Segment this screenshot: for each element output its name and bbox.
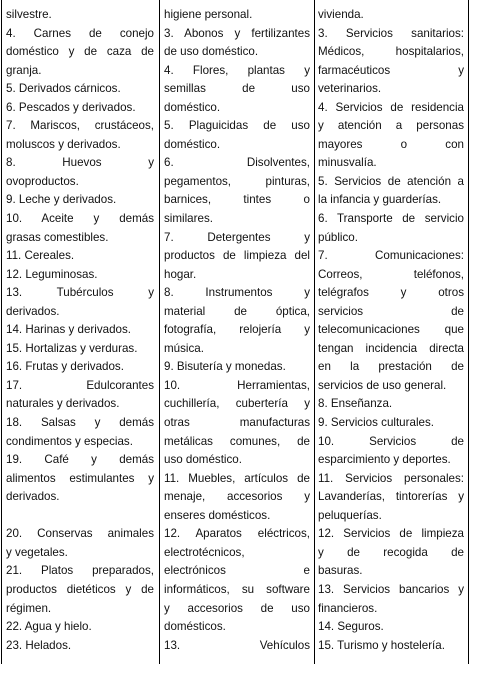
table-cell-line: basuras. — [318, 564, 363, 578]
table-cell-line: 7. Mariscos, crustáceos, — [6, 119, 154, 133]
table-cell-line: farmacéuticos y — [318, 63, 464, 77]
table-cell-line: esparcimiento y deportes. — [318, 453, 451, 467]
table-cell-line: 8. Instrumentos y — [164, 286, 310, 300]
table-cell-line: en la prestación de — [318, 360, 464, 374]
table-cell-line: electrotécnicos, — [164, 545, 245, 559]
table-cell-line: 12. Leguminosas. — [6, 267, 98, 281]
table-cell-line: uso doméstico. — [164, 453, 242, 467]
table-cell-line: 18. Salsas y demás — [6, 416, 154, 430]
table-cell-line: 15. Turismo y hostelería. — [318, 638, 445, 652]
table-cell-line: enseres domésticos. — [164, 508, 271, 522]
table-cell-line: y de recogida de — [318, 545, 464, 559]
table-cell-line: 3. Abonos y fertilizantes — [164, 26, 310, 40]
table-cell-line: 14. Harinas y derivados. — [6, 323, 132, 337]
table-cell-line: veterinarios. — [318, 82, 382, 96]
table-cell-line: 11. Cereales. — [6, 249, 75, 263]
table-cell-line: 7. Detergentes y — [164, 230, 310, 244]
table-cell-line: régimen. — [6, 601, 52, 615]
table-cell-line: 11. Servicios personales: — [318, 471, 464, 485]
table-cell-line: y accesorios de uso — [164, 601, 310, 615]
table-cell-line: 11. Muebles, artículos de — [164, 471, 310, 485]
table-cell-line: otras manufacturas — [164, 416, 310, 430]
table-cell-line: 23. Helados. — [6, 638, 72, 652]
table-cell-line: granja. — [6, 63, 42, 77]
table-cell-line — [6, 507, 154, 526]
table-cell-line: barnices, tintes o — [164, 193, 310, 207]
table-cell-line: y vegetales. — [6, 545, 68, 559]
table-column-household-products — [164, 6, 310, 655]
table-cell-line: productos dietéticos y de — [6, 582, 154, 596]
table-cell-line: 12. Aparatos eléctricos, — [164, 527, 310, 541]
table-cell-line: derivados. — [6, 304, 60, 318]
table-cell-line: derivados. — [6, 490, 60, 504]
table-cell-line: mayores o con — [318, 137, 464, 151]
table-cell-line: tengan incidencia directa — [318, 341, 464, 355]
table-cell-line: 9. Leche y derivados. — [6, 193, 117, 207]
table-cell-line: 22. Agua y hielo. — [6, 620, 92, 634]
table-cell-line: financieros. — [318, 601, 378, 615]
table-cell-line: 4. Servicios de residencia — [318, 100, 464, 114]
table-cell-line: material de óptica, — [164, 304, 310, 318]
table-cell-line: 10. Herramientas, — [164, 378, 310, 392]
table-cell-line: doméstico. — [164, 100, 221, 114]
table-cell-line: doméstico. — [164, 137, 221, 151]
table-cell-line: alimentos estimulantes y — [6, 471, 154, 485]
table-cell-line: público. — [318, 230, 358, 244]
table-cell-line: doméstico y de caza de — [6, 45, 154, 59]
table-cell-line: y atención a personas — [318, 119, 464, 133]
table-cell-line: 14. Seguros. — [318, 620, 384, 634]
table-cell-line: 10. Servicios de — [318, 434, 464, 448]
table-cell-line: 9. Bisutería y monedas. — [164, 360, 286, 374]
table-cell-line: 13. Vehículos — [164, 638, 310, 652]
table-cell-line: 13. Servicios bancarios y — [318, 582, 464, 596]
table-cell-line: la infancia y guarderías. — [318, 193, 442, 207]
table-cell-line: metálicas comunes, de — [164, 434, 310, 448]
table-cell-line: minusvalía. — [318, 156, 377, 170]
table-cell-line: servicios de — [318, 304, 464, 318]
table-cell-line: 10. Aceite y demás — [6, 212, 154, 226]
table-cell-line: informáticos, su software — [164, 582, 310, 596]
table-border-left — [1, 0, 2, 664]
table-cell-line: 13. Tubérculos y — [6, 286, 154, 300]
table-cell-line: servicios de uso general. — [318, 378, 447, 392]
table-cell-line: vivienda. — [318, 8, 364, 21]
table-cell-line: 12. Servicios de limpieza — [318, 527, 464, 541]
table-cell-line: Lavanderías, tintorerías y — [318, 490, 464, 504]
table-cell-line: electrónicos e — [164, 564, 310, 578]
table-divider-1 — [159, 0, 160, 664]
table-cell-line: 21. Platos preparados, — [6, 564, 154, 578]
table-cell-line: 9. Servicios culturales. — [318, 416, 434, 430]
table-cell-line: 8. Enseñanza. — [318, 397, 393, 411]
table-cell-line: 5. Servicios de atención a — [318, 174, 464, 188]
table-cell-line: moluscos y derivados. — [6, 137, 121, 151]
table-cell-line: similares. — [164, 212, 213, 226]
table-cell-line: 4. Flores, plantas y — [164, 63, 310, 77]
table-cell-line: 17. Edulcorantes — [6, 378, 154, 392]
table-cell-line: pegamentos, pinturas, — [164, 174, 310, 188]
table-cell-line: 5. Derivados cárnicos. — [6, 82, 121, 96]
table-cell-line: grasas comestibles. — [6, 230, 109, 244]
table-cell-line: menaje, accesorios y — [164, 490, 310, 504]
table-border-right — [468, 0, 469, 664]
table-divider-2 — [314, 0, 315, 664]
table-cell-line: cuchillería, cubertería y — [164, 397, 310, 411]
table-cell-line: 15. Hortalizas y verduras. — [6, 341, 138, 355]
table-cell-line: naturales y derivados. — [6, 397, 120, 411]
table-cell-line: Médicos, hospitalarios, — [318, 45, 464, 59]
table-cell-line: 16. Frutas y derivados. — [6, 360, 124, 374]
table-cell-line: 19. Café y demás — [6, 453, 154, 467]
table-cell-line: silvestre. — [6, 8, 52, 21]
table-cell-line: higiene personal. — [164, 8, 253, 21]
table-cell-line: 4. Carnes de conejo — [6, 26, 154, 40]
table-cell-line: 20. Conservas animales — [6, 527, 154, 541]
table-cell-line: 8. Huevos y — [6, 156, 154, 170]
table-cell-line: 6. Disolventes, — [164, 156, 310, 170]
table-cell-line: fotografía, relojería y — [164, 323, 310, 337]
table-cell-line: música. — [164, 341, 204, 355]
table-cell-line: 3. Servicios sanitarios: — [318, 26, 464, 40]
table-cell-line: ovoproductos. — [6, 174, 79, 188]
table-cell-line: 6. Pescados y derivados. — [6, 100, 136, 114]
table-cell-line: telecomunicaciones que — [318, 323, 464, 337]
table-cell-line: domésticos. — [164, 620, 226, 634]
table-column-services — [318, 6, 464, 655]
table-cell-line: telégrafos y otros — [318, 286, 464, 300]
table-cell-line: peluquerías. — [318, 508, 382, 522]
table-cell-line: 6. Transporte de servicio — [318, 212, 464, 226]
table-cell-line: productos de limpieza del — [164, 249, 310, 263]
table-cell-line: hogar. — [164, 267, 197, 281]
table-cell-line: 7. Comunicaciones: — [318, 249, 464, 263]
table-cell-line: de uso doméstico. — [164, 45, 259, 59]
table-cell-line: Correos, teléfonos, — [318, 267, 464, 281]
table-cell-line: semillas de uso — [164, 82, 310, 96]
table-cell-line: condimentos y especias. — [6, 434, 133, 448]
table-cell-line: 5. Plaguicidas de uso — [164, 119, 310, 133]
table-column-foods — [6, 6, 154, 655]
